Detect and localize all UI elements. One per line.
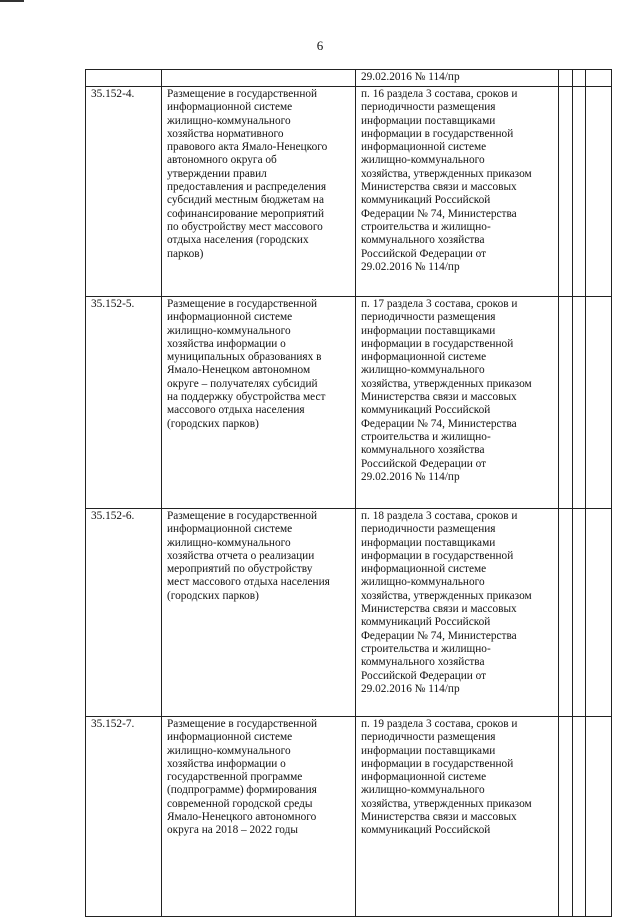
item-name-cell — [162, 70, 356, 87]
item-number-cell: 35.152-7. — [86, 717, 162, 917]
table-row — [86, 509, 612, 717]
empty-cell — [559, 297, 573, 509]
empty-cell — [586, 509, 612, 717]
legal-basis-cell: п. 18 раздела 3 состава, сроков и периодичности размещения информации поставщиками информации в государственной информационной системе жилищно-коммунального хозяйства, утвержденных приказом Министерства связи и массовых коммуникаций Российской Федерации № 74, Министерства строительства и жилищно- коммунального хозяйства Российской Федерации от 29.02.2016 № 114/пр — [356, 509, 559, 717]
item-name-cell: Размещение в государственной информационной системе жилищно-коммунального хозяйства информации о муниципальных образованиях в Ямало-Ненецком автономном округе – получателях субсидий на поддержку обустройства мест массового отдыха населения (городских парков) — [162, 297, 356, 509]
empty-cell — [573, 87, 586, 297]
table-row — [86, 297, 612, 509]
legal-basis-cell: п. 17 раздела 3 состава, сроков и периодичности размещения информации поставщиками информации в государственной информационной системе жилищно-коммунального хозяйства, утвержденных приказом Министерства связи и массовых коммуникаций Российской Федерации № 74, Министерства строительства и жилищно- коммунального хозяйства Российской Федерации от 29.02.2016 № 114/пр — [356, 297, 559, 509]
empty-cell — [559, 70, 573, 87]
item-name-cell: Размещение в государственной информационной системе жилищно-коммунального хозяйства нормативного правового акта Ямало-Ненецкого автономного округа об утверждении правил предоставления и распределения субсидий местным бюджетам на софинансирование мероприятий по обустройству мест массового отдыха населения (городских парков) — [162, 87, 356, 297]
item-number-cell: 35.152-6. — [86, 509, 162, 717]
empty-cell — [586, 70, 612, 87]
item-name-cell: Размещение в государственной информационной системе жилищно-коммунального хозяйства информации о государственной программе (подпрограмме) формирования современной городской среды Ямало-Ненецкого автономного округа на 2018 – 2022 годы — [162, 717, 356, 917]
table-row — [86, 70, 612, 87]
table-row — [86, 87, 612, 297]
empty-cell — [559, 87, 573, 297]
table-row — [86, 717, 612, 917]
item-number-cell: 35.152-4. — [86, 87, 162, 297]
legal-basis-cell: п. 16 раздела 3 состава, сроков и периодичности размещения информации поставщиками информации в государственной информационной системе жилищно-коммунального хозяйства, утвержденных приказом Министерства связи и массовых коммуникаций Российской Федерации № 74, Министерства строительства и жилищно- коммунального хозяйства Российской Федерации от 29.02.2016 № 114/пр — [356, 87, 559, 297]
scan-corner-mark — [0, 0, 24, 2]
empty-cell — [573, 717, 586, 917]
empty-cell — [573, 509, 586, 717]
empty-cell — [559, 509, 573, 717]
empty-cell — [573, 297, 586, 509]
empty-cell — [586, 297, 612, 509]
legal-basis-cell: п. 19 раздела 3 состава, сроков и периодичности размещения информации поставщиками информации в государственной информационной системе жилищно-коммунального хозяйства, утвержденных приказом Министерства связи и массовых коммуникаций Российской — [356, 717, 559, 917]
legal-basis-cell: 29.02.2016 № 114/пр — [356, 70, 559, 87]
page-number: 6 — [316, 38, 324, 53]
empty-cell — [573, 70, 586, 87]
empty-cell — [559, 717, 573, 917]
item-number-cell — [86, 70, 162, 87]
item-name-cell: Размещение в государственной информационной системе жилищно-коммунального хозяйства отчета о реализации мероприятий по обустройству мест массового отдыха населения (городских парков) — [162, 509, 356, 717]
empty-cell — [586, 87, 612, 297]
empty-cell — [586, 717, 612, 917]
document-table — [85, 69, 612, 917]
item-number-cell: 35.152-5. — [86, 297, 162, 509]
